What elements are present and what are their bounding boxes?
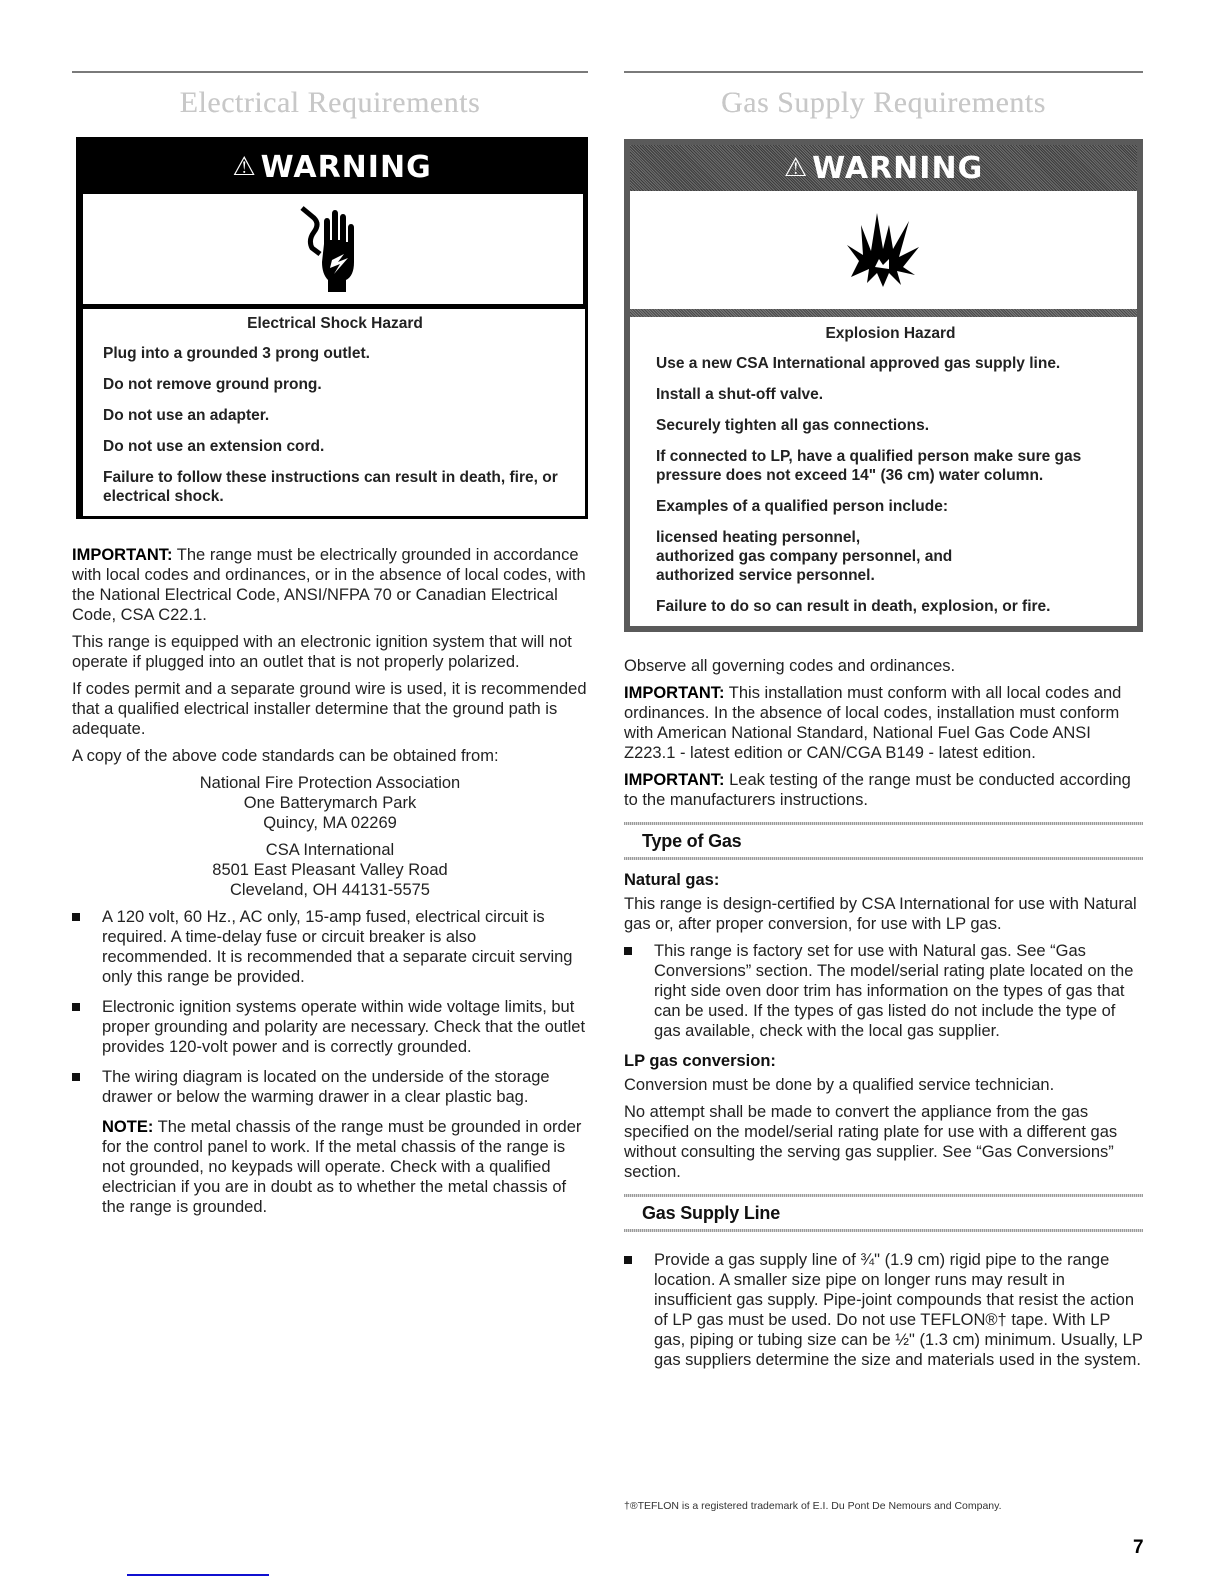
gas-body-text xyxy=(624,656,1143,1380)
gas-warning-box xyxy=(624,139,1143,632)
warning-line: Examples of a qualified person include: xyxy=(656,498,948,515)
section-title-electrical: Electrical Requirements xyxy=(179,86,481,119)
copy-paragraph: A copy of the above code standards can be obtained from: xyxy=(72,747,499,765)
csa-address xyxy=(72,840,588,900)
note-text: The metal chassis of the range must be grounded in order for the control panel to work. If the metal chassis of the range is not grounded, no keypads will operate. Check with a qualified electrician if you are in doubt as to whether the metal chassis of the range is grounded. xyxy=(102,1118,582,1216)
bullet-item: Provide a gas supply line of ¾" (1.9 cm) rigid pipe to the range location. A smaller size pipe on longer runs may result in insufficient gas supply. Pipe-joint compounds that resist the action of LP gas must be used. Do not use TEFLON®† tape. With LP gas, piping or tubing size can be ½" (1.3 cm) minimum. Usually, LP gas suppliers determine the size and materials used in the system. xyxy=(624,1250,1143,1370)
warning-line: licensed heating personnel, xyxy=(656,529,861,546)
electrical-body-text xyxy=(72,545,588,1224)
important-label: IMPORTANT: xyxy=(624,771,725,789)
important-label: IMPORTANT: xyxy=(624,684,725,702)
lp-gas-paragraph: Conversion must be done by a qualified service technician. xyxy=(624,1076,1055,1094)
important-label: IMPORTANT: xyxy=(72,546,173,564)
important-paragraph xyxy=(624,770,1143,810)
important-paragraph xyxy=(624,683,1143,763)
gas-supply-line-heading: Gas Supply Line xyxy=(642,1203,781,1223)
top-rule xyxy=(624,71,1143,73)
electric-shock-hand-icon xyxy=(298,204,368,294)
warning-line: Install a shut-off valve. xyxy=(656,386,824,403)
warning-icon-area xyxy=(79,194,585,304)
warning-line: Plug into a grounded 3 prong outlet. xyxy=(103,345,370,362)
lp-gas-subheading: LP gas conversion: xyxy=(624,1052,776,1070)
hazard-title: Electrical Shock Hazard xyxy=(247,315,423,332)
bullet-item: This range is factory set for use with Natural gas. See “Gas Conversions” section. The model/serial rating plate located on the right side oven door trim has information on the types of gas that can be used. If the types of gas listed do not include the type of gas available, check with the local gas supplier. xyxy=(624,941,1143,1041)
warning-separator xyxy=(630,309,1137,317)
natural-gas-subheading: Natural gas: xyxy=(624,871,720,889)
bullet-item: The wiring diagram is located on the underside of the storage drawer or below the warming drawer in a clear plastic bag. xyxy=(72,1067,588,1107)
type-of-gas-heading-block xyxy=(624,822,1143,860)
warning-line: Do not use an extension cord. xyxy=(103,438,325,455)
nfpa-address xyxy=(72,773,588,833)
electrical-requirements-column xyxy=(72,0,588,1584)
important-text: Leak testing of the range must be conducted according to the manufacturers instructions. xyxy=(624,771,1131,809)
hazard-title: Explosion Hazard xyxy=(825,325,956,342)
dotted-rule xyxy=(624,1229,1143,1232)
dotted-rule xyxy=(624,857,1143,860)
address-line: 8501 East Pleasant Valley Road xyxy=(212,861,448,879)
lp-gas-paragraph: No attempt shall be made to convert the appliance from the gas specified on the model/serial rating plate for use with a different gas without consulting the serving gas supplier. See “Gas Conversions” section. xyxy=(624,1103,1118,1181)
warning-line: Do not use an adapter. xyxy=(103,407,270,424)
warning-icon-area xyxy=(630,191,1137,309)
top-rule xyxy=(72,71,588,73)
ignition-paragraph: This range is equipped with an electronic ignition system that will not operate if plugged into an outlet that is not properly polarized. xyxy=(72,633,572,671)
warning-line: If connected to LP, have a qualified person make sure gas pressure does not exceed 14" (36 cm) water column. xyxy=(656,448,1082,484)
address-line: One Batterymarch Park xyxy=(243,794,417,812)
gas-supply-requirements-column xyxy=(624,0,1143,1584)
warning-triangle-icon: ⚠ xyxy=(232,152,257,182)
warning-line: Failure to follow these instructions can result in death, fire, or electrical shock. xyxy=(103,469,558,505)
address-line: CSA International xyxy=(265,841,395,859)
warning-line: authorized gas company personnel, and xyxy=(656,548,953,565)
warning-line: Use a new CSA International approved gas supply line. xyxy=(656,355,1061,372)
warning-line: authorized service personnel. xyxy=(656,567,875,584)
warning-header-label: WARNING xyxy=(812,150,984,186)
important-paragraph xyxy=(72,545,588,625)
ground-paragraph: If codes permit and a separate ground wire is used, it is recommended that a qualified electrical installer determine that the ground path is adequate. xyxy=(72,680,587,738)
note-label: NOTE: xyxy=(102,1118,154,1136)
type-of-gas-heading: Type of Gas xyxy=(642,831,742,851)
blue-underline xyxy=(127,1574,269,1576)
electrical-warning-box xyxy=(76,137,588,519)
bullet-item: A 120 volt, 60 Hz., AC only, 15-amp fused, electrical circuit is required. A time-delay fuse or circuit breaker is also recommended. It is recommended that a separate circuit serving only this range be provided. xyxy=(72,907,588,987)
warning-header xyxy=(79,140,585,194)
natural-gas-paragraph: This range is design-certified by CSA International for use with Natural gas or, after proper conversion, for use with LP gas. xyxy=(624,895,1137,933)
warning-triangle-icon: ⚠ xyxy=(783,153,809,183)
warning-line: Failure to do so can result in death, explosion, or fire. xyxy=(656,598,1051,615)
warning-line: Do not remove ground prong. xyxy=(103,376,322,393)
address-line: National Fire Protection Association xyxy=(199,774,461,792)
warning-line: Securely tighten all gas connections. xyxy=(656,417,930,434)
section-title-gas: Gas Supply Requirements xyxy=(721,86,1046,119)
important-text: This installation must conform with all local codes and ordinances. In the absence of local codes, installation must conform with American National Standard, National Fuel Gas Code ANSI Z223.1 - latest edition or CAN/CGA B149 - latest edition. xyxy=(624,684,1122,762)
bullet-item: Electronic ignition systems operate within wide voltage limits, but proper grounding and polarity are necessary. Check that the outlet provides 120-volt power and is correctly grounded. xyxy=(72,997,588,1057)
address-line: Cleveland, OH 44131-5575 xyxy=(230,881,430,899)
teflon-footnote: †®TEFLON is a registered trademark of E.I. Du Pont De Nemours and Company. xyxy=(624,1500,1002,1512)
warning-body xyxy=(79,309,585,516)
warning-body xyxy=(630,317,1137,626)
observe-paragraph: Observe all governing codes and ordinances. xyxy=(624,657,956,675)
warning-header xyxy=(630,145,1137,191)
page-number: 7 xyxy=(1133,1537,1144,1558)
gas-supply-line-heading-block xyxy=(624,1194,1143,1232)
explosion-icon xyxy=(839,205,929,295)
note-paragraph xyxy=(72,1117,588,1217)
address-line: Quincy, MA 02269 xyxy=(263,814,397,832)
warning-header-label: WARNING xyxy=(260,149,432,185)
important-text: The range must be electrically grounded in accordance with local codes and ordinances, or in the absence of local codes, with the National Electrical Code, ANSI/NFPA 70 or Canadian Electrical Code, CSA C22.1. xyxy=(72,546,586,624)
